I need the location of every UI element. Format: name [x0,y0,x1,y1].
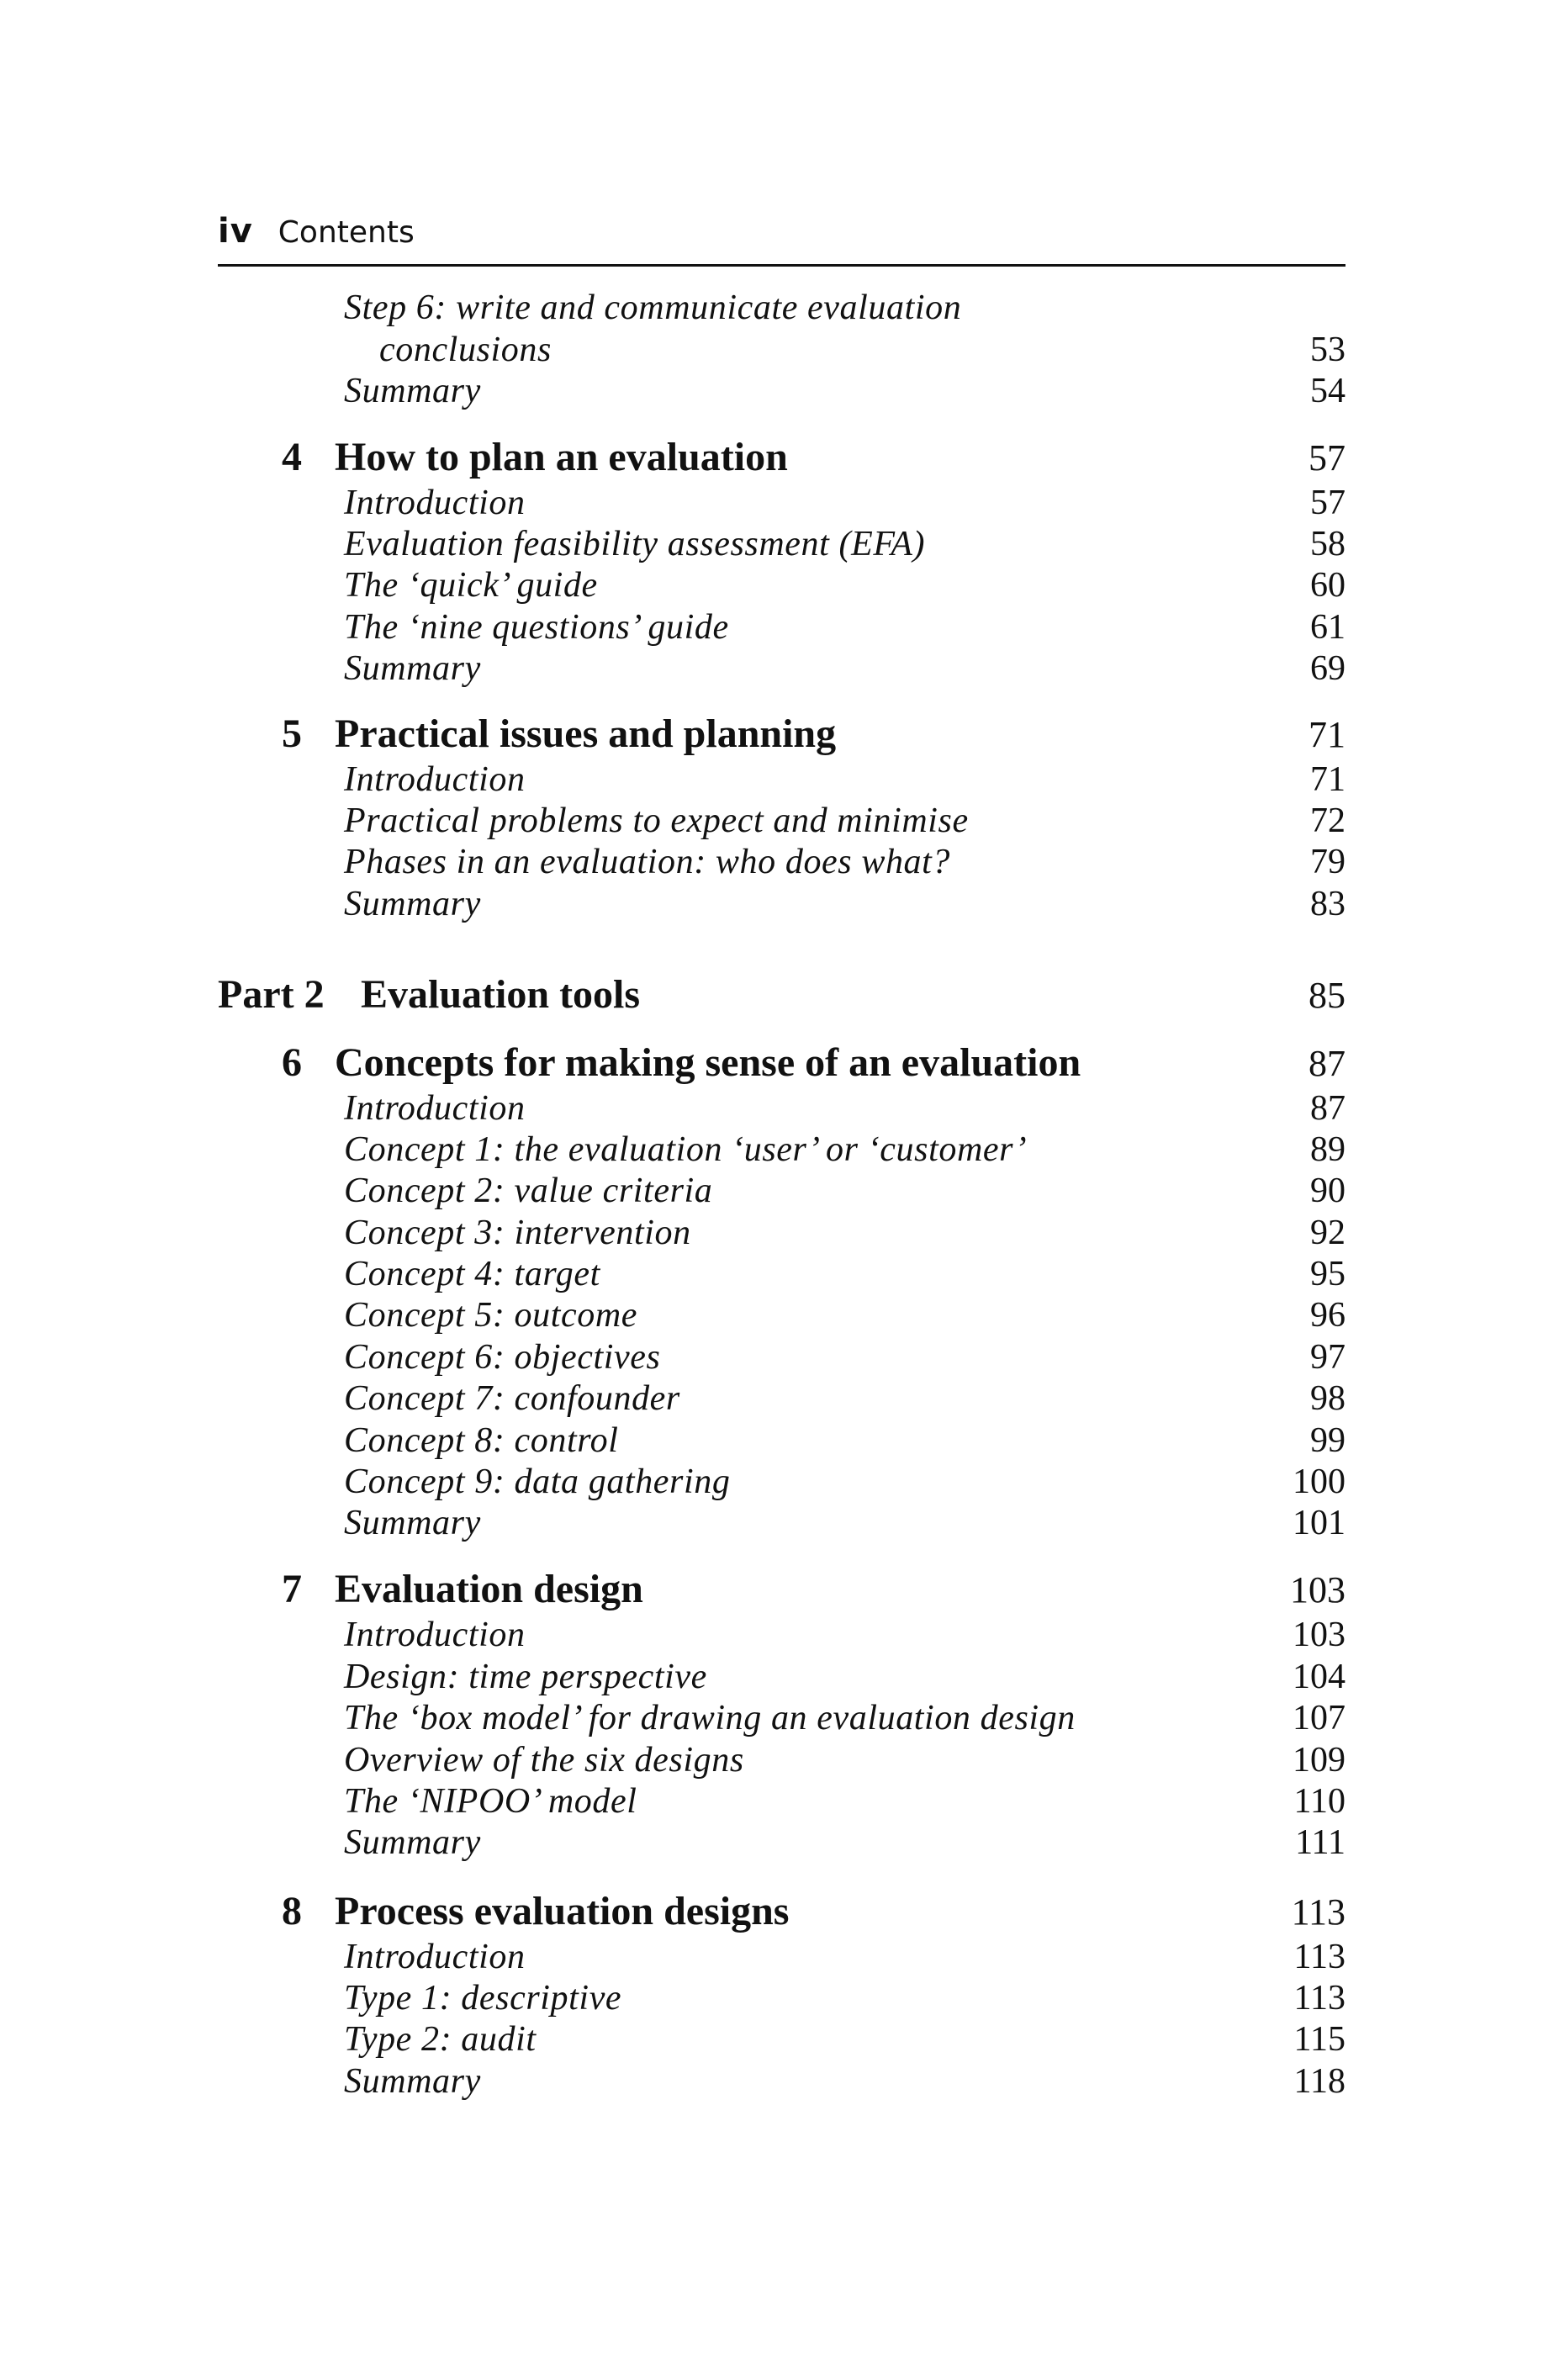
toc-entry-page: 103 [1293,1616,1345,1654]
toc-entry-page: 95 [1310,1255,1345,1293]
part-title: Evaluation tools [361,972,641,1017]
toc-entry-page: 96 [1310,1296,1345,1335]
toc-entry-page: 99 [1310,1421,1345,1460]
toc-entry[interactable] [218,524,1345,564]
chapter-page: 87 [1308,1043,1345,1084]
toc-entry-page: 79 [1310,843,1345,881]
toc-chapter-8[interactable] [218,1888,1345,1934]
toc-entry-title: Concept 5: outcome [344,1296,638,1335]
toc-entry[interactable] [218,1657,1345,1697]
toc-entry-page: 107 [1293,1699,1345,1737]
toc-chapter-4[interactable] [218,434,1345,480]
toc-entry-title: Overview of the six designs [344,1741,744,1780]
toc-entry-title: Design: time perspective [344,1658,707,1696]
toc-entry[interactable] [218,565,1345,606]
toc-entry[interactable] [218,1254,1345,1294]
toc-entry-title: Concept 4: target [344,1255,600,1293]
toc-entry[interactable] [218,607,1345,648]
toc-entry-title: Summary [344,1504,481,1542]
toc-entry[interactable] [218,842,1345,882]
chapter-number: 6 [282,1040,302,1085]
chapter-page: 71 [1308,714,1345,755]
toc-entry-title: The ‘quick’ guide [344,566,598,605]
chapter-title: Evaluation design [335,1567,643,1611]
chapter-number: 8 [282,1889,302,1933]
toc-entry-page: 110 [1293,1782,1345,1821]
toc-entry-page: 71 [1310,760,1345,799]
toc-entry-page: 101 [1293,1504,1345,1542]
toc-entry-page: 104 [1293,1658,1345,1696]
toc-entry[interactable] [218,1337,1345,1378]
part-page: 85 [1308,975,1345,1016]
toc-entry-title: Concept 7: confounder [344,1379,680,1418]
toc-entry-page: 57 [1310,484,1345,522]
toc-entry-title: Type 1: descriptive [344,1979,622,2018]
toc-entry-page: 53 [1310,331,1345,369]
chapter-title: Process evaluation designs [335,1889,790,1933]
toc-entry-page: 92 [1310,1214,1345,1252]
toc-entry-title: The ‘NIPOO’ model [344,1782,637,1821]
toc-entry[interactable] [218,759,1345,800]
toc-entry[interactable] [218,371,1345,411]
toc-entry-page: 87 [1310,1089,1345,1128]
toc-entry-title: Summary [344,885,481,923]
toc-chapter-7[interactable] [218,1566,1345,1612]
chapter-page: 57 [1308,437,1345,479]
toc-entry-title: Concept 8: control [344,1421,619,1460]
toc-entry-page: 61 [1310,608,1345,647]
toc-entry-page: 58 [1310,525,1345,563]
toc-entry-title: Concept 6: objectives [344,1338,661,1377]
chapter-number: 7 [282,1567,302,1611]
toc-entry-title: Introduction [344,760,526,799]
toc-entry[interactable] [218,648,1345,689]
toc-entry[interactable] [218,288,1345,328]
toc-entry[interactable] [218,1213,1345,1253]
running-head: Contents [278,215,415,250]
part-label: Part 2 [218,972,325,1017]
toc-entry[interactable] [218,1781,1345,1822]
toc-chapter-5[interactable] [218,711,1345,757]
toc-entry-page: 97 [1310,1338,1345,1377]
toc-entry-title: Practical problems to expect and minimise [344,801,969,840]
toc-part-2[interactable] [218,971,1345,1018]
page-number: iv [218,212,253,251]
toc-entry-title: Phases in an evaluation: who does what? [344,843,951,881]
toc-entry[interactable] [218,1822,1345,1863]
toc-entry-title: conclusions [379,331,552,369]
toc-entry-title: Summary [344,649,481,688]
toc-entry[interactable] [218,2061,1345,2102]
toc-entry[interactable] [218,2019,1345,2060]
toc-entry[interactable] [218,1171,1345,1211]
chapter-title: How to plan an evaluation [335,435,788,479]
toc-entry[interactable] [218,1129,1345,1170]
toc-entry-page: 90 [1310,1171,1345,1210]
toc-entry-page: 115 [1293,2020,1345,2059]
toc-entry[interactable] [218,1740,1345,1780]
toc-entry-title: Introduction [344,484,526,522]
toc-entry[interactable] [218,1615,1345,1655]
toc-entry-title: Introduction [344,1938,526,1976]
chapter-title: Concepts for making sense of an evaluation [335,1040,1081,1085]
toc-entry-page: 89 [1310,1130,1345,1169]
toc-entry-title: Concept 3: intervention [344,1214,691,1252]
chapter-number: 4 [282,435,302,479]
toc-entry-title: Summary [344,2062,481,2101]
toc-entry-page: 111 [1295,1823,1345,1862]
toc-entry-title: Concept 1: the evaluation ‘user’ or ‘customer’ [344,1130,1028,1169]
toc-entry-page: 54 [1310,372,1345,410]
chapter-title: Practical issues and planning [335,711,837,756]
toc-entry-page: 72 [1310,801,1345,840]
chapter-page: 113 [1291,1891,1345,1933]
toc-entry-title: Type 2: audit [344,2020,537,2059]
toc-entry-title: Introduction [344,1089,526,1128]
toc-entry-page: 109 [1293,1741,1345,1780]
toc-entry[interactable] [218,1462,1345,1502]
toc-entry-title: Step 6: write and communicate evaluation [344,288,962,327]
toc-entry-title: Introduction [344,1616,526,1654]
toc-entry[interactable] [218,1378,1345,1419]
toc-entry[interactable] [218,1698,1345,1738]
toc-entry-page: 69 [1310,649,1345,688]
toc-entry[interactable] [218,884,1345,924]
toc-entry[interactable] [218,801,1345,841]
toc-entry-title: The ‘nine questions’ guide [344,608,729,647]
toc-entry-page: 98 [1310,1379,1345,1418]
toc-entry-page: 100 [1293,1462,1345,1501]
chapter-page: 103 [1290,1569,1345,1610]
toc-entry-page: 118 [1293,2062,1345,2101]
toc-entry[interactable] [218,1295,1345,1335]
toc-entry-page: 113 [1293,1938,1345,1976]
toc-chapter-6[interactable] [218,1039,1345,1086]
toc-entry[interactable] [218,1937,1345,1977]
toc-entry[interactable] [218,330,1345,370]
toc-entry-title: The ‘box model’ for drawing an evaluation design [344,1699,1076,1737]
toc-entry-page: 83 [1310,885,1345,923]
toc-entry-page: 113 [1293,1979,1345,2018]
toc-entry[interactable] [218,1088,1345,1129]
toc-entry[interactable] [218,483,1345,523]
chapter-number: 5 [282,711,302,756]
toc-entry-title: Summary [344,372,481,410]
toc-entry-title: Concept 2: value criteria [344,1171,713,1210]
toc-entry-title: Evaluation feasibility assessment (EFA) [344,525,926,563]
toc-entry[interactable] [218,1978,1345,2018]
toc-entry-title: Concept 9: data gathering [344,1462,731,1501]
toc-entry-page: 60 [1310,566,1345,605]
toc-entry[interactable] [218,1420,1345,1461]
toc-entry[interactable] [218,1503,1345,1543]
toc-entry-title: Summary [344,1823,481,1862]
